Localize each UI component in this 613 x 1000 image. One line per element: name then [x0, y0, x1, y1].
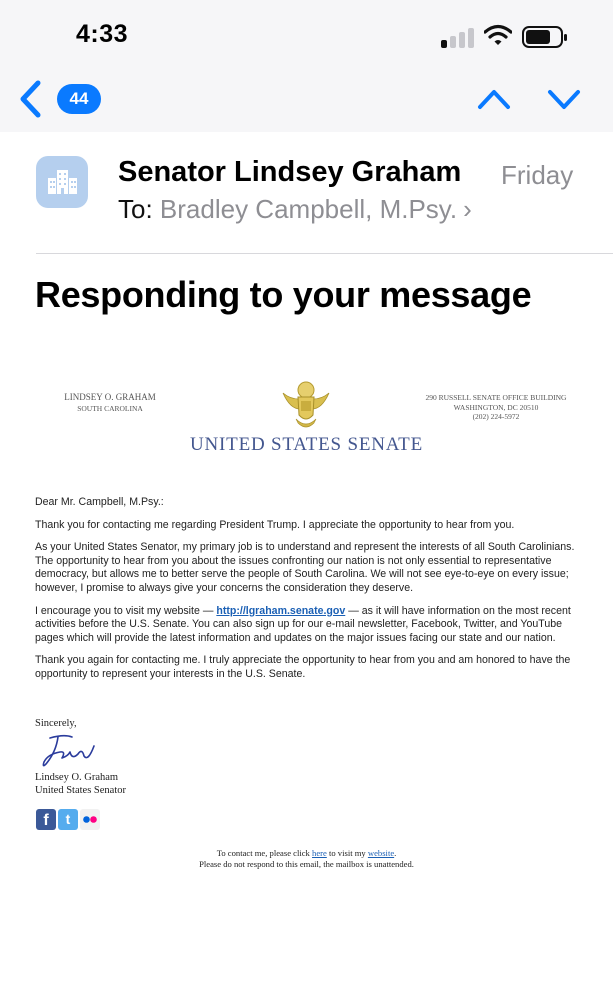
signer-block: [35, 771, 126, 797]
signer-title: United States Senator: [35, 785, 126, 796]
header-divider: [36, 253, 613, 254]
letterhead-office-block: [421, 393, 571, 422]
twitter-icon[interactable]: t: [58, 809, 78, 830]
footer-website-link[interactable]: website: [367, 848, 395, 858]
status-bar: [0, 0, 613, 72]
footer-text: .: [394, 848, 397, 858]
sender-avatar[interactable]: [36, 156, 88, 208]
letterhead-address-line-2: WASHINGTON, DC 20510: [453, 402, 539, 412]
footer-text: to visit my: [326, 848, 368, 858]
letter-paragraph: Thank you for contacting me regarding President Trump. I appreciate the opportunity to hear from you.: [35, 518, 515, 531]
to-label: To:: [118, 194, 153, 224]
letterhead-title: UNITED STATES SENATE: [190, 434, 423, 455]
letterhead-state: SOUTH CAROLINA: [77, 404, 143, 413]
flickr-icon[interactable]: [80, 809, 100, 830]
letter-greeting: Dear Mr. Campbell, M.Psy.:: [35, 496, 164, 508]
letterhead-phone: (202) 224-5972: [472, 412, 520, 421]
email-date: Friday: [501, 160, 574, 190]
handwritten-signature: [38, 732, 98, 770]
website-link[interactable]: http://lgraham.senate.gov: [216, 604, 346, 617]
paragraph-text: — as it will have information on the most recent activities before the U.S. Senate. You can also sign up for our e-mail newsletter, Facebook, Twitter, and YouTube pages which will provide the latest information and updates on the major issues facing our state and our nation.: [35, 604, 571, 644]
senate-eagle-seal-icon: [280, 379, 332, 433]
cellular-signal-icon: [441, 26, 477, 48]
facebook-icon[interactable]: f: [36, 809, 56, 830]
chevron-right-icon[interactable]: ›: [463, 194, 472, 224]
footer-unattended-notice: Please do not respond to this email, the mailbox is unattended.: [199, 859, 414, 869]
sender-name[interactable]: Senator Lindsey Graham: [118, 156, 462, 188]
letterhead-senator-block: [50, 392, 170, 414]
previous-message-chevron-icon[interactable]: [477, 88, 511, 110]
unread-count-badge[interactable]: 44: [57, 84, 101, 114]
recipient-line[interactable]: [118, 194, 472, 225]
letter-paragraph: As your United States Senator, my primary job is to understand and represent the interests of all South Carolinians. The opportunity to hear from you about the issues confronting our nation is not only essential to representative democracy, but allows me to better serve the people of South Carolina. We will not see eye-to-eye on every issue; however, I promise to always give your concerns the consideration they deserve.: [35, 541, 575, 594]
wifi-icon: [484, 24, 512, 46]
footer-text: To contact me, please click: [216, 848, 313, 858]
letterhead-senator-name: LINDSEY O. GRAHAM: [64, 392, 156, 402]
next-message-chevron-icon[interactable]: [547, 88, 581, 110]
email-footer: [150, 848, 463, 870]
recipient-name[interactable]: Bradley Campbell, M.Psy.: [159, 194, 458, 224]
letter-body: [35, 496, 580, 691]
contact-here-link[interactable]: here: [312, 848, 327, 858]
footer-contact-line: [150, 848, 463, 859]
email-subject: Responding to your message: [35, 274, 532, 315]
letter-closing: Sincerely,: [35, 718, 77, 729]
letter-paragraph-website: [35, 605, 580, 646]
signer-name: Lindsey O. Graham: [35, 772, 119, 783]
letterhead-address-line-1: 290 RUSSELL SENATE OFFICE BUILDING: [425, 393, 567, 402]
letter-paragraph: Thank you again for contacting me. I truly appreciate the opportunity to hear from you and am honored to have the opportunity to represent your interests in the U.S. Senate.: [35, 654, 571, 680]
building-icon: [36, 156, 88, 208]
battery-icon: [522, 25, 568, 49]
status-time: 4:33: [76, 20, 129, 48]
paragraph-text: I encourage you to visit my website —: [35, 604, 217, 617]
back-chevron-icon[interactable]: [18, 80, 42, 118]
